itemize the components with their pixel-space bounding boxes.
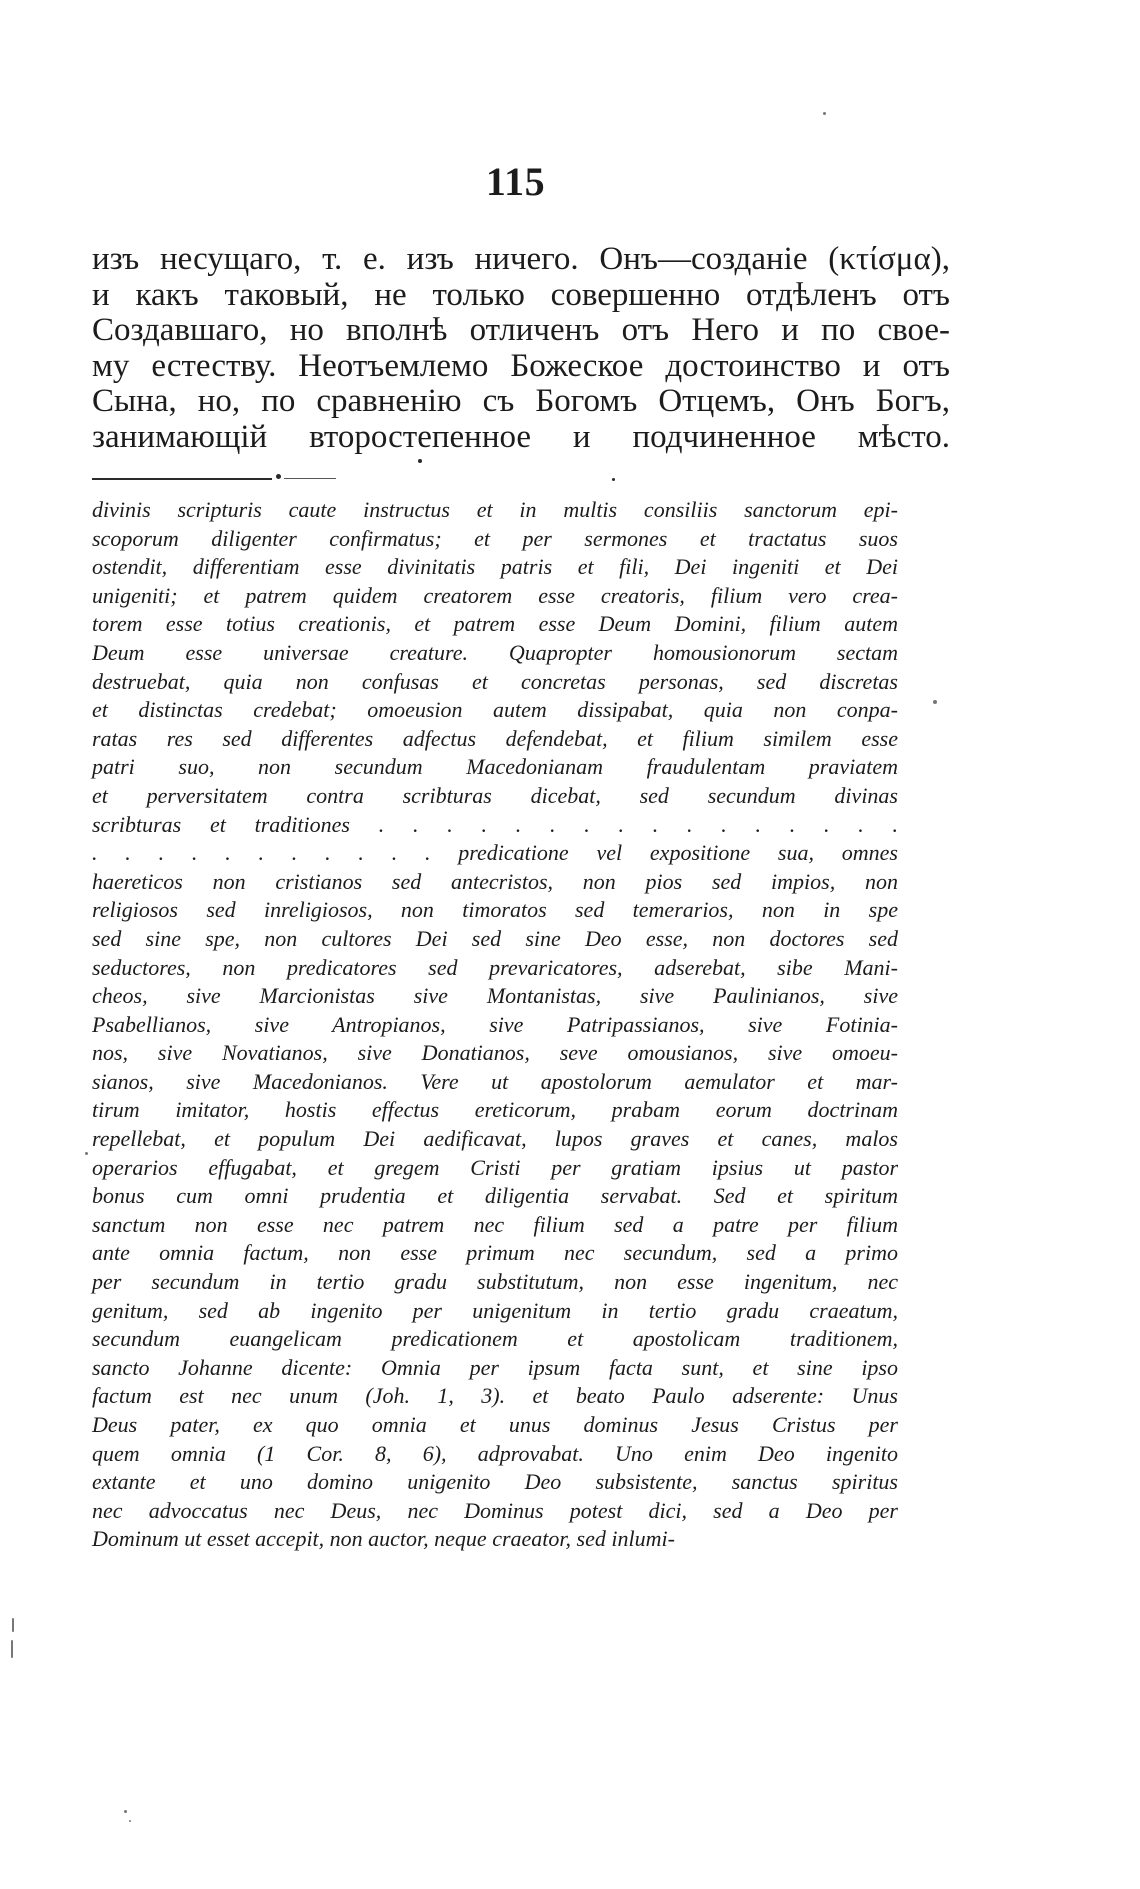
footnote-line: et distinctas credebat; omoeusion autem dissipabat, quia non conpa- — [92, 697, 898, 723]
footnote-line: seductores, non predicatores sed prevaricatores, adserebat, sibe Mani- — [92, 954, 898, 980]
footnote-line: nec advoccatus nec Deus, nec Dominus potest dici, sed a Deo per — [92, 1497, 898, 1523]
footnote-block — [92, 496, 898, 1554]
main-text-line: и какъ таковый, не только совершенно отдѣленъ отъ — [92, 276, 950, 313]
footnote-line: ante omnia factum, non esse primum nec secundum, sed a primo — [92, 1240, 898, 1266]
footnote-line: divinis scripturis caute instructus et in multis consiliis sanctorum epi- — [92, 497, 898, 522]
scan-speck — [129, 1820, 131, 1822]
footnote-line: operarios effugabat, et gregem Cristi per gratiam ipsius ut pastor — [92, 1154, 898, 1180]
footnote-line: cheos, sive Marcionistas sive Montanistas, sive Paulinianos, sive — [92, 983, 898, 1009]
footnote-line: unigeniti; et patrem quidem creatorem esse creatoris, filium vero crea- — [92, 582, 898, 608]
footnote-line: scribturas et traditiones . . . . . . . . . . . . . . . . — [92, 811, 898, 837]
main-text-line: Создавшаго, но вполнѣ отличенъ отъ Него и по свое- — [92, 312, 950, 348]
main-text-line: Сына, но, по сравненiю съ Богомъ Отцемъ, Онъ Богъ, — [92, 383, 950, 419]
main-text-line: изъ несущаго, т. е. изъ ничего. Онъ—созданiе (κτίσμα), — [92, 241, 950, 277]
scan-speck — [933, 700, 937, 704]
footnote-line: per secundum in tertio gradu substitutum, non esse ingenitum, nec — [92, 1269, 898, 1295]
footnote-line: ratas res sed differentes adfectus defendebat, et filium similem esse — [92, 725, 898, 751]
main-text-line: му естеству. Неотъемлемо Божеское достоинство и отъ — [92, 347, 950, 384]
footnote-line: sancto Johanne dicente: Omnia per ipsum facta sunt, et sine ipso — [92, 1354, 898, 1380]
scan-speck — [823, 112, 826, 115]
footnote-line: ostendit, differentiam esse divinitatis patris et fili, Dei ingeniti et Dei — [92, 554, 898, 580]
footnote-line: Dominum ut esset accepit, non auctor, neque craeator, sed inlumi- — [92, 1526, 675, 1552]
footnote-line: Psabellianos, sive Antropianos, sive Patripassianos, sive Fotinia- — [92, 1011, 898, 1037]
footnote-line: secundum euangelicam predicationem et apostolicam traditionem, — [92, 1326, 898, 1352]
page-number: 115 — [485, 159, 546, 204]
footnote-line: nos, sive Novatianos, sive Donatianos, seve omousianos, sive omoeu- — [92, 1040, 898, 1066]
separator-dot — [276, 474, 281, 479]
footnote-line: factum est nec unum (Joh. 1, 3). et beato Paulo adserente: Unus — [92, 1383, 898, 1409]
footnote-line: patri suo, non secundum Macedonianam fraudulentam praviatem — [92, 754, 898, 780]
separator-dash — [284, 478, 336, 479]
footnote-line: sanctum non esse nec patrem nec filium sed a patre per filium — [92, 1211, 898, 1237]
footnote-line: religiosos sed inreligiosos, non timoratos sed temerarios, non in spe — [92, 897, 898, 923]
scan-speck — [11, 1640, 13, 1658]
footnote-line: scoporum diligenter confirmatus; et per sermones et tractatus suos — [92, 525, 898, 551]
separator-dot — [612, 478, 615, 481]
footnote-line: extante et uno domino unigenito Deo subsistente, sanctus spiritus — [92, 1469, 898, 1495]
footnote-line: tirum imitator, hostis effectus ereticorum, prabam eorum doctrinam — [92, 1097, 898, 1123]
footnote-separator-rule — [92, 478, 272, 480]
main-text-block — [92, 242, 950, 455]
scan-speck — [12, 1618, 14, 1632]
footnote-line: . . . . . . . . . . . predicatione vel expositione sua, omnes — [92, 840, 898, 866]
scan-speck — [85, 1152, 88, 1155]
footnote-line: sianos, sive Macedonianos. Vere ut apostolorum aemulator et mar- — [92, 1068, 898, 1094]
main-text-line: занимающiй второстепенное и подчиненное мѣсто. — [92, 418, 950, 455]
footnote-line: torem esse totius creationis, et patrem esse Deum Domini, filium autem — [92, 611, 898, 637]
footnote-line: haereticos non cristianos sed antecristos, non pios sed impios, non — [92, 868, 898, 894]
footnote-line: et perversitatem contra scribturas dicebat, sed secundum divinas — [92, 782, 898, 808]
footnote-line: repellebat, et populum Dei aedificavat, lupos graves et canes, malos — [92, 1126, 898, 1152]
footnote-line: destruebat, quia non confusas et concretas personas, sed discretas — [92, 668, 898, 694]
footnote-line: Deus pater, ex quo omnia et unus dominus Jesus Cristus per — [92, 1412, 898, 1437]
scan-speck — [124, 1810, 127, 1813]
footnote-line: Deum esse universae creature. Quapropter homousionorum sectam — [92, 639, 898, 665]
footnote-line: sed sine spe, non cultores Dei sed sine Deo esse, non doctores sed — [92, 925, 898, 951]
footnote-line: genitum, sed ab ingenito per unigenitum in tertio gradu craeatum, — [92, 1297, 898, 1323]
footnote-line: quem omnia (1 Cor. 8, 6), adprovabat. Uno enim Deo ingenito — [92, 1440, 898, 1466]
separator-dot — [418, 459, 422, 463]
footnote-line: bonus cum omni prudentia et diligentia servabat. Sed et spiritum — [92, 1183, 898, 1209]
